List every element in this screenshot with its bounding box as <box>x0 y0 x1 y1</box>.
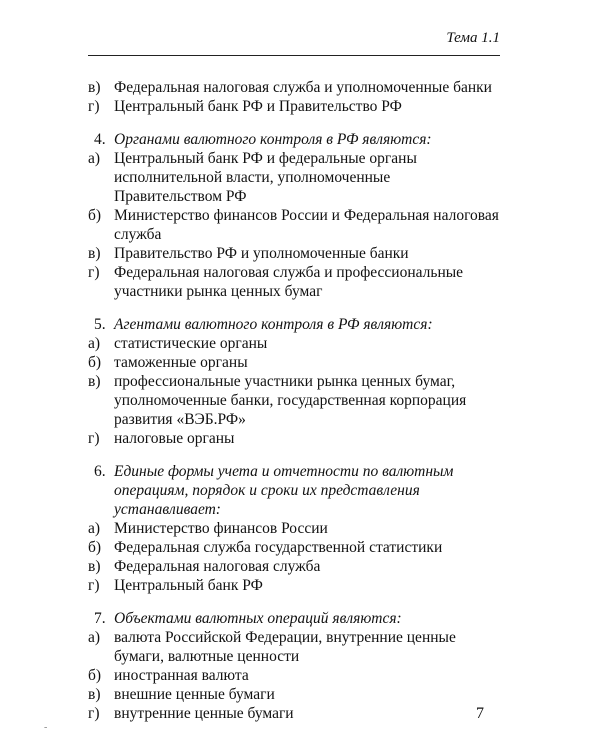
answer-option <box>88 372 500 429</box>
answer-option <box>88 97 500 116</box>
option-label: г) <box>88 577 100 594</box>
question-number: 6. <box>94 463 106 480</box>
question-5 <box>88 315 500 334</box>
option-label: в) <box>88 558 101 575</box>
option-text: валюта Российской Федерации, внутренние ценные бумаги, валютные ценности <box>114 629 456 665</box>
header-rule <box>88 55 500 56</box>
answer-option <box>88 353 500 372</box>
answer-option <box>88 429 500 448</box>
question-text: Объектами валютных операций являются: <box>114 610 402 627</box>
question-6 <box>88 462 500 519</box>
answer-option <box>88 538 500 557</box>
option-label: б) <box>88 667 102 684</box>
option-label: а) <box>88 150 101 167</box>
answer-option <box>88 519 500 538</box>
answer-option <box>88 206 500 244</box>
answer-option <box>88 244 500 263</box>
option-text: Федеральная налоговая служба <box>114 558 321 575</box>
option-text: Федеральная налоговая служба и профессиональные участники рынка ценных бумаг <box>114 264 464 300</box>
question-number: 5. <box>94 316 106 333</box>
option-text: статистические органы <box>114 335 268 352</box>
option-label: б) <box>88 354 102 371</box>
answer-option <box>88 704 500 723</box>
page-number: 7 <box>476 705 484 722</box>
option-label: г) <box>88 264 100 281</box>
option-text: иностранная валюта <box>114 667 249 684</box>
answer-option <box>88 334 500 353</box>
question-number: 4. <box>94 131 106 148</box>
question-7 <box>88 609 500 628</box>
option-text: Центральный банк РФ <box>114 577 263 594</box>
option-label: в) <box>88 245 101 262</box>
running-header: Тема 1.1 <box>446 30 500 46</box>
answer-option <box>88 78 500 97</box>
answer-option <box>88 149 500 206</box>
option-text: внешние ценные бумаги <box>114 686 275 703</box>
option-text: таможенные органы <box>114 354 248 371</box>
option-text: Центральный банк РФ и Правительство РФ <box>114 98 402 115</box>
option-text: Министерство финансов России <box>114 520 328 537</box>
option-text: Федеральная налоговая служба и уполномоченные банки <box>114 79 492 96</box>
question-text: Единые формы учета и отчетности по валютным операциям, порядок и сроки их представления устанавливает: <box>114 463 454 518</box>
option-label: в) <box>88 686 101 703</box>
answer-option <box>88 557 500 576</box>
option-text: внутренние ценные бумаги <box>114 705 294 722</box>
option-text: налоговые органы <box>114 430 235 447</box>
option-label: а) <box>88 629 101 646</box>
answer-option <box>88 628 500 666</box>
option-label: г) <box>88 430 100 447</box>
answer-option <box>88 685 500 704</box>
option-label: б) <box>88 539 102 556</box>
page-content <box>88 78 500 723</box>
margin-mark: - <box>44 722 48 733</box>
answer-option <box>88 263 500 301</box>
question-number: 7. <box>94 610 106 627</box>
option-label: в) <box>88 79 101 96</box>
option-text: Правительство РФ и уполномоченные банки <box>114 245 409 262</box>
option-text: профессиональные участники рынка ценных бумаг, уполномоченные банки, государственная корпорация развития «ВЭБ.РФ» <box>114 373 467 428</box>
option-text: Центральный банк РФ и федеральные органы исполнительной власти, уполномоченные Правительством РФ <box>114 150 417 205</box>
option-label: г) <box>88 705 100 722</box>
option-label: г) <box>88 98 100 115</box>
question-text: Агентами валютного контроля в РФ являются: <box>114 316 433 333</box>
option-label: а) <box>88 335 101 352</box>
option-label: а) <box>88 520 101 537</box>
answer-option <box>88 576 500 595</box>
question-4 <box>88 130 500 149</box>
option-label: в) <box>88 373 101 390</box>
option-text: Министерство финансов России и Федеральная налоговая служба <box>114 207 499 243</box>
option-text: Федеральная служба государственной статистики <box>114 539 443 556</box>
option-label: б) <box>88 207 102 224</box>
question-text: Органами валютного контроля в РФ являются: <box>114 131 432 148</box>
answer-option <box>88 666 500 685</box>
